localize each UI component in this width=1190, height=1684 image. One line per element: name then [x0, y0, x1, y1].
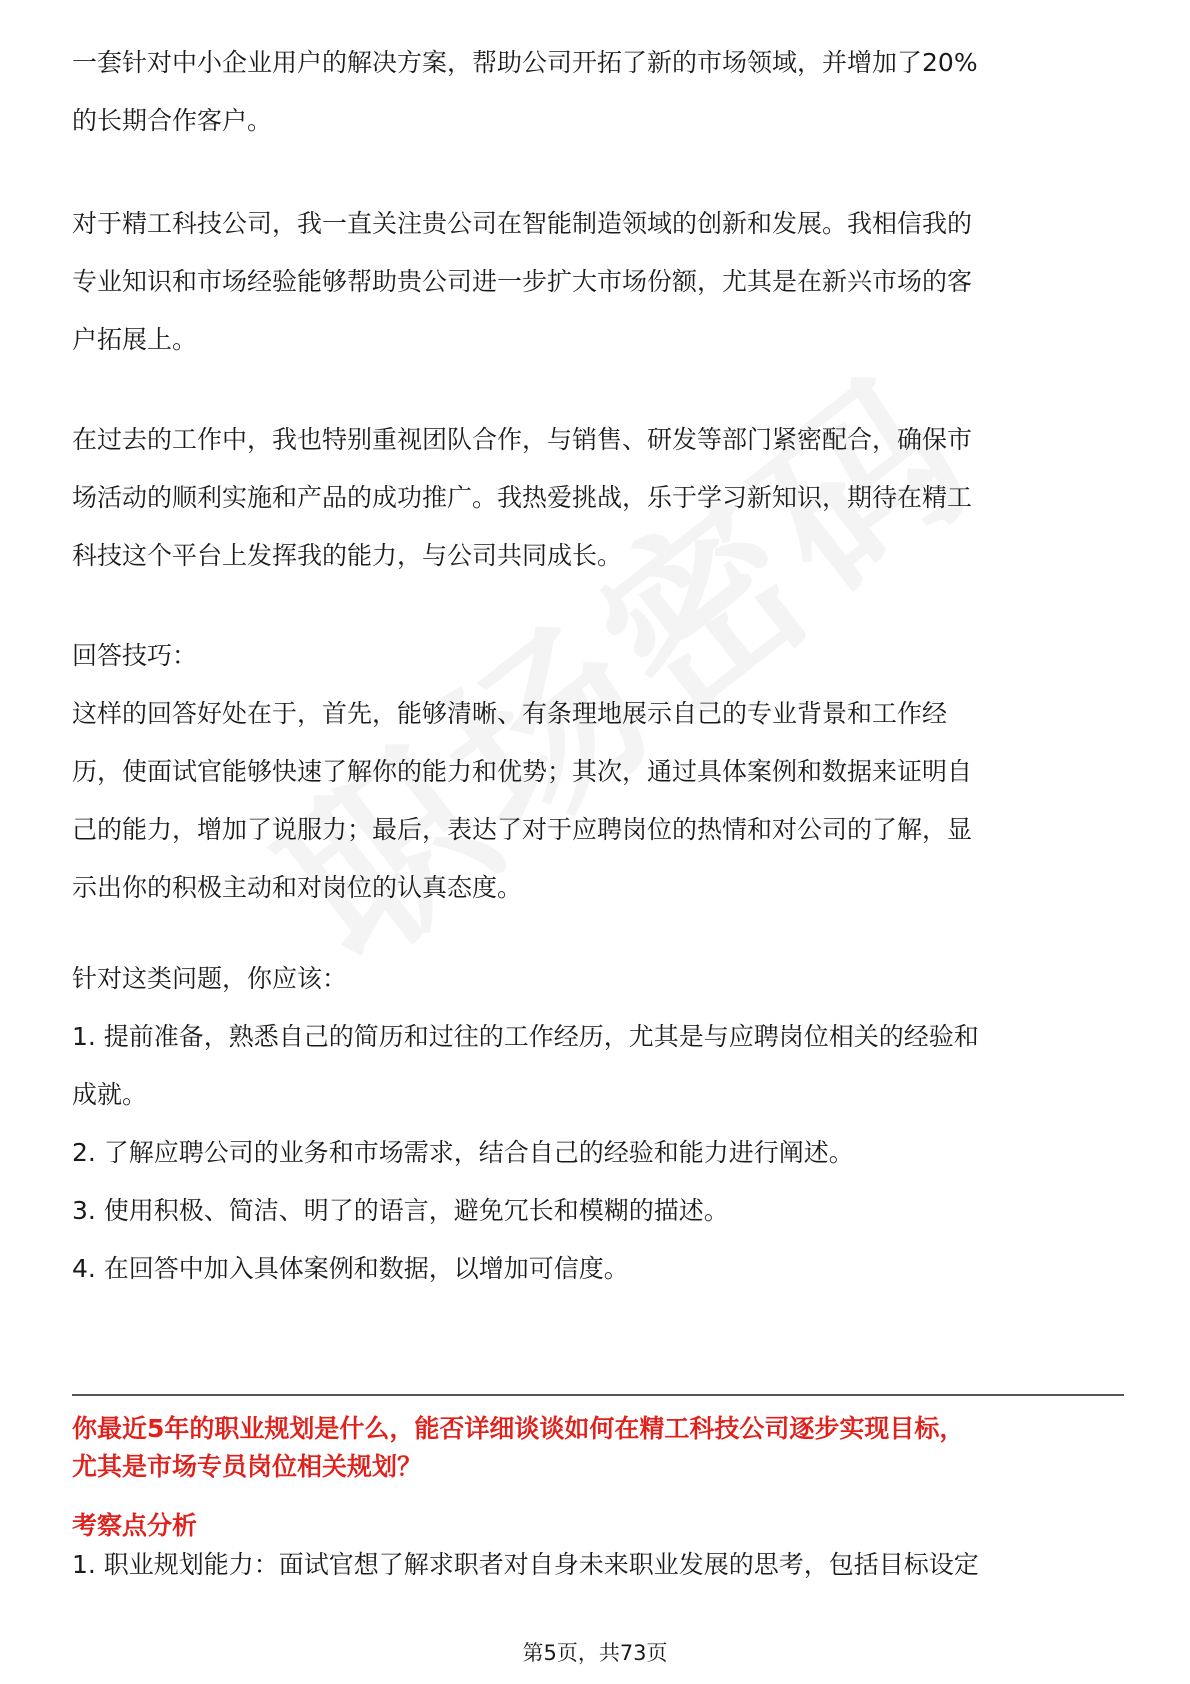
- text-line: 专业知识和市场经验能够帮助贵公司进一步扩大市场份额，尤其是在新兴市场的客: [72, 267, 973, 296]
- list-item-continuation: 成就。: [72, 1080, 148, 1109]
- section-divider: [72, 1394, 1124, 1396]
- text-line: 在过去的工作中，我也特别重视团队合作，与销售、研发等部门紧密配合，确保市: [72, 425, 973, 454]
- advice-heading: 针对这类问题，你应该：: [72, 964, 348, 993]
- answer-tips: [72, 627, 1122, 917]
- text-line: 这样的回答好处在于，首先，能够清晰、有条理地展示自己的专业背景和工作经: [72, 699, 948, 728]
- paragraph-company-interest: [72, 195, 1122, 369]
- paragraph-solution-result: [72, 34, 1122, 150]
- page-number: 第5页，共73页: [522, 1641, 668, 1665]
- text-line: 的长期合作客户。: [72, 106, 273, 135]
- list-item: 4. 在回答中加入具体案例和数据，以增加可信度。: [72, 1254, 629, 1283]
- text-line: 历，使面试官能够快速了解你的能力和优势；其次，通过具体案例和数据来证明自: [72, 757, 973, 786]
- analysis-paragraph: [72, 1536, 1122, 1594]
- text-line: 示出你的积极主动和对岗位的认真态度。: [72, 873, 523, 902]
- question-line: 尤其是市场专员岗位相关规划？: [72, 1452, 423, 1481]
- text-line: 己的能力，增加了说服力；最后，表达了对于应聘岗位的热情和对公司的了解，显: [72, 815, 973, 844]
- list-item: 1. 提前准备，熟悉自己的简历和过往的工作经历，尤其是与应聘岗位相关的经验和: [72, 1022, 979, 1051]
- advice-list: [72, 950, 1122, 1298]
- text-line: 科技这个平台上发挥我的能力，与公司共同成长。: [72, 541, 623, 570]
- text-line: 户拓展上。: [72, 325, 198, 354]
- list-item: 2. 了解应聘公司的业务和市场需求，结合自己的经验和能力进行阐述。: [72, 1138, 854, 1167]
- list-item: 1. 职业规划能力：面试官想了解求职者对自身未来职业发展的思考，包括目标设定: [72, 1550, 979, 1579]
- analysis-heading: 考察点分析: [72, 1511, 198, 1540]
- question-line: 你最近5年的职业规划是什么，能否详细谈谈如何在精工科技公司逐步实现目标，: [72, 1414, 965, 1443]
- interview-question: [72, 1410, 1132, 1486]
- list-item: 3. 使用积极、简洁、明了的语言，避免冗长和模糊的描述。: [72, 1196, 729, 1225]
- answer-tips-heading: 回答技巧：: [72, 641, 198, 670]
- paragraph-teamwork: [72, 411, 1122, 585]
- text-line: 对于精工科技公司，我一直关注贵公司在智能制造领域的创新和发展。我相信我的: [72, 209, 973, 238]
- text-line: 场活动的顺利实施和产品的成功推广。我热爱挑战，乐于学习新知识，期待在精工: [72, 483, 973, 512]
- text-line: 一套针对中小企业用户的解决方案，帮助公司开拓了新的市场领域，并增加了20%: [72, 48, 978, 77]
